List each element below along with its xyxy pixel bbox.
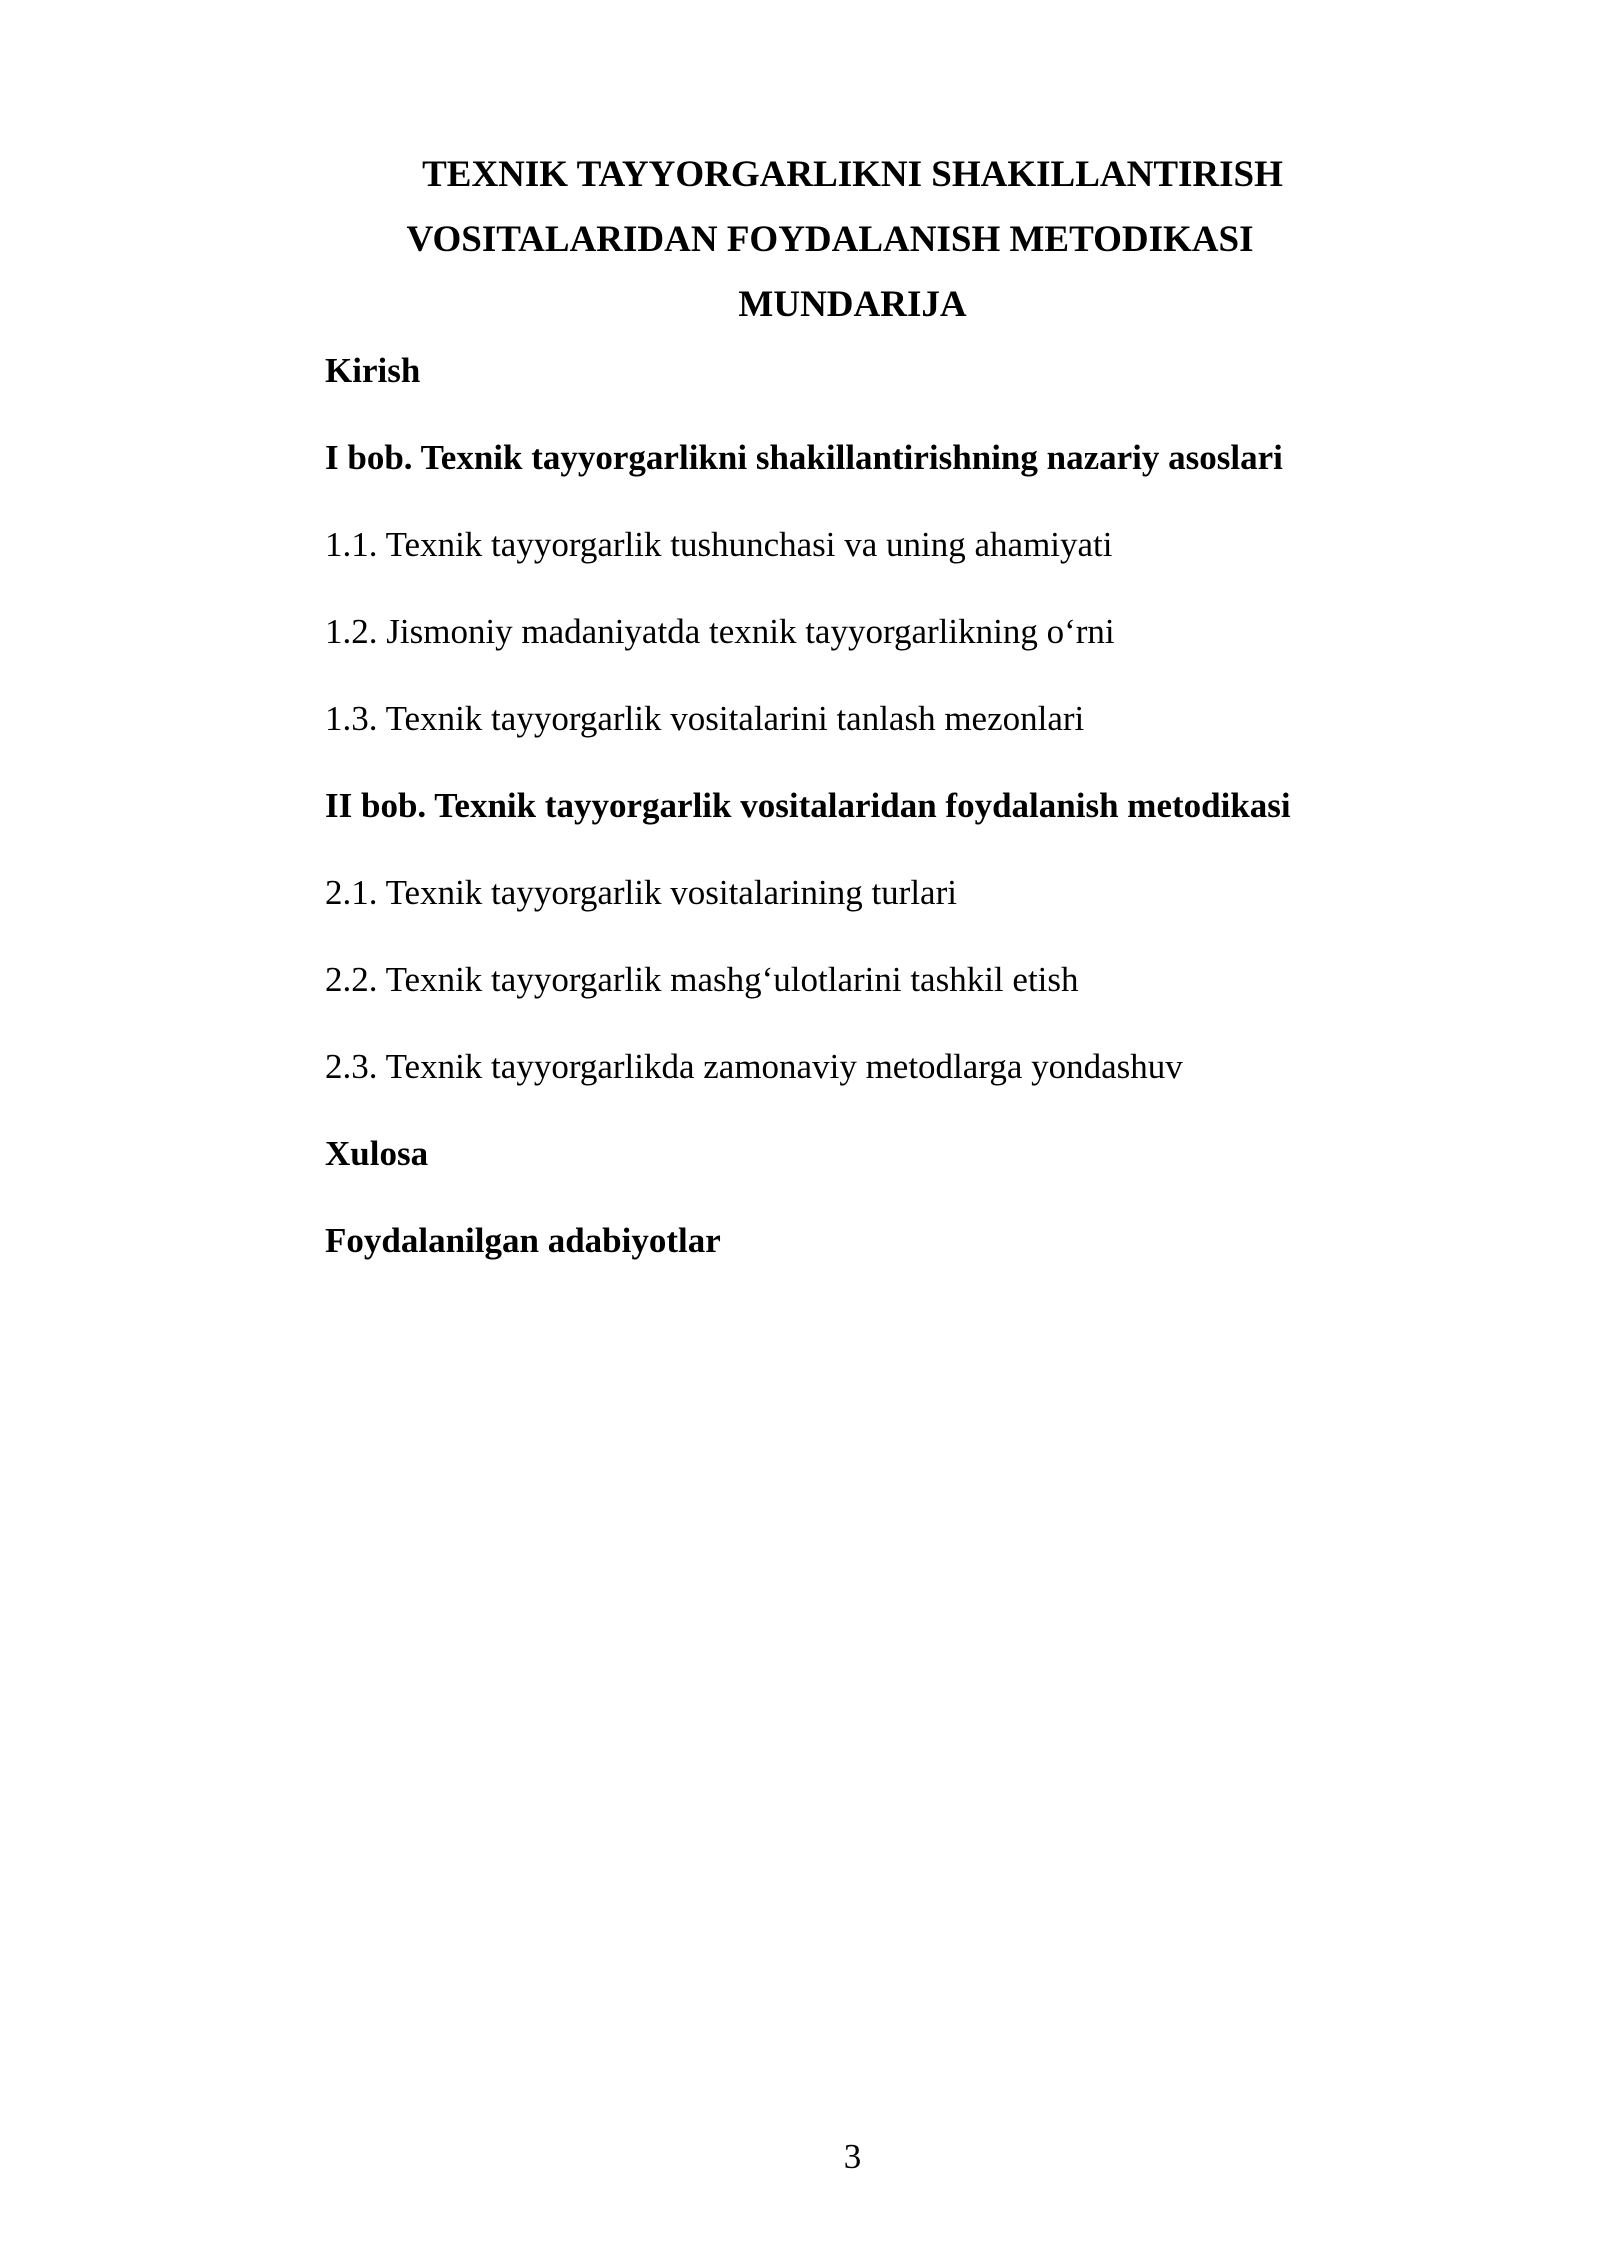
document-title-line-1: TEXNIK TAYYORGARLIKNI SHAKILLANTIRISH (422, 154, 1283, 195)
toc-item-section-2-3: 2.3. Texnik tayyorgarlikda zamonaviy metodlarga yondashuv (325, 1047, 1183, 1086)
toc-item-section-2-2: 2.2. Texnik tayyorgarlik mashg‘ulotlarini tashkil etish (325, 960, 1079, 999)
toc-item-introduction: Kirish (325, 351, 421, 390)
toc-item-section-1-3: 1.3. Texnik tayyorgarlik vositalarini tanlash mezonlari (325, 699, 1085, 738)
document-title-line-2: VOSITALARIDAN FOYDALANISH METODIKASI (406, 219, 1254, 260)
toc-item-references: Foydalanilgan adabiyotlar (325, 1221, 721, 1260)
contents-heading: MUNDARIJA (738, 284, 967, 325)
toc-item-chapter-1: I bob. Texnik tayyorgarlikni shakillantirishning nazariy asoslari (325, 438, 1283, 477)
toc-item-section-1-1: 1.1. Texnik tayyorgarlik tushunchasi va uning ahamiyati (325, 525, 1113, 564)
page-number: 3 (843, 2137, 862, 2176)
toc-item-conclusion: Xulosa (325, 1134, 429, 1173)
toc-item-section-1-2: 1.2. Jismoniy madaniyatda texnik tayyorgarlikning o‘rni (325, 612, 1115, 651)
toc-item-chapter-2: II bob. Texnik tayyorgarlik vositalaridan foydalanish metodikasi (325, 786, 1291, 825)
toc-item-section-2-1: 2.1. Texnik tayyorgarlik vositalarining turlari (325, 873, 957, 912)
